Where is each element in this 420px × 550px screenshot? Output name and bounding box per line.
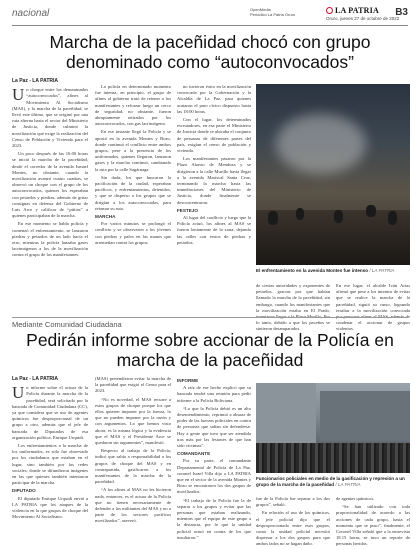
page-header bbox=[12, 6, 408, 26]
story1-column-1: La Paz - LA PATRIA Un choque entre los denominados “autoconvocados”, afines al Movimiento Al Socialismo (MAS), y la marcha de la paceñidad, se llevó este último, que se originó por una ruta alterna hasta el sector del Ministerio de Justicia, donde culminó la movilización que exige la realización del Censo de Población y Vivienda para el 2023. Un poco después de las 16:00 horas se inició la marcha de la paceñidad, desde el corredor de la avenida Ismael Montes, no obstante, cuando la movilización avanzó cuatro cuadras, se observó un choque con el grupo de los autoconvocados, quienes los esperaban con petardos y piedras, además de gritar consignas en defensa del Gobierno de Luis Arce y calificar de “pititas” a quienes participaban de la marcha. En ese momento se habla policía y comenzó el enfrentamiento, se lanzaron piedras y petardos de un lado hacia el otro, mientras la policía lanzaba gases lacrimógenos a los de la movilización contra el grupo de los manifestantes. bbox=[12, 78, 88, 258]
paragraph: Un poco después de las 16:00 horas se inició la marcha de la paceñidad, desde el corredor de la avenida Ismael Montes, no obstante, cuando la movilización avanzó cuatro cuadras, se observó un choque con el grupo de los autoconvocados, quienes los esperaban con petardos y piedras, además de gritar consignas en defensa del Gobierno de Luis Arce y calificar de “pititas” a quienes participaban de la marcha. bbox=[12, 151, 88, 219]
paragraph: En relación al uso de los químicos, el jefe policial dijo que el desproporcionado entre esos grupos, como la unidad policial necesitó dispersar a los dos grupos para que ambos lados no se hagan daño. bbox=[256, 510, 330, 547]
story1-column-5 bbox=[336, 283, 410, 335]
paragraph: A raíz de ese hecho explicó que su bancada tendrá una reunión para pedir informe a la Policía Boliviana. bbox=[177, 385, 251, 403]
sponsor-line: Periódico La Patria Oruro bbox=[250, 12, 296, 17]
paragraph: El diputado Enrique Urquidi envió a LA PATRIA que los ataques de la violencia en la que grupos de choque del Movimiento Al Socialismo. bbox=[12, 495, 88, 520]
paragraph: “Se han utilizado con toda proporcionalidad de acuerdo a las acciones de cada grupo, hasta el momento que se puso”, finalmente, el Coronel Villa señaló que a la entrevista 18.15 horas, se tuvo un reporte de personas heridas. bbox=[336, 504, 410, 547]
byline: La Paz - LA PATRIA bbox=[12, 78, 59, 84]
paragraph: Respecto al trabajo de la Policía, indicó que sabía a responsabilidad a los grupos de choque del MAS y en contrapartida, gasificaron a los manifestantes de la marcha de la paceñidad. bbox=[95, 448, 171, 485]
paragraph: Por su parte, el comandante Departamental de Policía de La Paz, coronel Israel Villa dijo a LA PATRIA que en el sector de la avenida Montes y Bozo se encontraron los dos grupos de movilizados. bbox=[177, 458, 251, 495]
subhead: MARCHA bbox=[95, 214, 116, 220]
paragraph: En ese instante llegó la Policía y se apostó en la avenida Montes y Bozo, donde continuó el conflicto entre ambos grupos, pese a la presencia de los uniformados, quienes llegaron, lanzaron gases y la marcha continuó, cambiando la ruta por la calle Sagárnaga. bbox=[95, 129, 171, 172]
paragraph: “No es novedad, el MAS recurre a estos grupos de choque porque los que ellos quieren imponer por la fuerza, lo que no pueden imponer por la razón y con argumentos. Lo que hemos visto ahora, es la misma lógica y la evidencia que el MAS y el Presidente Arce se quedaron sin argumentos”, manifestó. bbox=[95, 396, 171, 446]
paragraph: Los manifestantes pasaron por la Plaza Alonso de Mendoza y se dirigieron a la calle Murillo hasta llegar a la avenida Mariscal Santa Cruz, terminando la marcha hasta las inmediaciones del Ministerio de Justicia, donde finalmente se desconcentraron. bbox=[177, 156, 251, 205]
paragraph: (MAS) pretendieron evitar la marcha de la paceñidad que exigió el Censo para el 2023. bbox=[95, 376, 171, 394]
story2-column-3 bbox=[177, 376, 251, 543]
photo-caption: El enfrentamiento en la avenida Montes fue intenso / LA PATRIA bbox=[256, 268, 395, 273]
subhead: DIPUTADO bbox=[12, 488, 36, 494]
paragraph: “Lo que la Policía debió es un alto desentendimiento, reprimió a abusar de poder de las fuerzas policiales en contra de personas que salían sin defenderse. Hay a gente que tuvo que ser atendida tras más por las lesiones de que han sido víctimas”. bbox=[177, 405, 251, 449]
sponsor-line: OpenMedia bbox=[250, 7, 271, 12]
section-divider bbox=[12, 317, 408, 318]
paragraph: La policía en determinado momento fue intensa, en principio, el grupo de afines al gobierno trató de retener a los manifestantes y reforzar luego un cerco de seguridad, no obstante, fueron abruptamente retirados por los autoconvocados, con gas lacrimógeno. bbox=[95, 84, 171, 127]
paragraph: “A los afines al MAS no les hicieron nada, entonces, es el actuar de la Policía que no tienen necesariamente de defender a los militantes del MAS y no a parte de los sectores pacíficos movilizados”, aseveró. bbox=[95, 487, 171, 524]
paragraph: Por varios minutos se prolongó el conflicto y se observaron a los jóvenes con piedras y palos en las manos que arremetían contra los grupos. bbox=[95, 221, 171, 245]
subhead: INFORME bbox=[177, 378, 199, 383]
story1-column-4 bbox=[256, 283, 330, 335]
logo-icon bbox=[326, 7, 333, 14]
drop-cap: U bbox=[12, 383, 25, 403]
story2-column-4 bbox=[256, 496, 330, 550]
paragraph: “El trabajo de la Policía fue la de separar a los grupos y evitar que las personas que estaban realizando, mientras que el equipo de este grupo a la distancia, por lo que la unidad policial actuó en contra de los que insultaron.” bbox=[177, 497, 251, 540]
subhead: COMANDANTE bbox=[177, 451, 211, 457]
newspaper-logo: LA PATRIA bbox=[326, 6, 379, 15]
headline-story-2: Pedirán informe sobre accionar de la Policía en marcha de la paceñidad bbox=[26, 330, 394, 370]
police-photo bbox=[256, 383, 410, 473]
story1-column-2 bbox=[95, 84, 171, 248]
page-number: B3 bbox=[395, 7, 408, 18]
sponsor-block bbox=[250, 7, 295, 17]
story2-column-5 bbox=[336, 496, 410, 550]
story2-kicker: Mediante Comunidad Ciudadana bbox=[12, 320, 122, 329]
paragraph: de ciertas autoridades y exponentes de petardos, gracias por que habían llamado la marcha de la paceñidad, sin embargo, cuando los manifestantes que la movilización estaba en El Prado, intentaron llegar a la Plaza Murillo, Por lo tanto, debido a que los paceños se sintieron desamparados. bbox=[256, 283, 330, 332]
headline-story-1: Marcha de la paceñidad chocó con grupo denominado como “autoconvocados” bbox=[49, 32, 371, 72]
paragraph: fue de la Policía fue separar a los dos grupos”, señaló. bbox=[256, 496, 330, 508]
issue-date: Oruro, jueves 27 de octubre de 2022 bbox=[326, 16, 400, 21]
byline: La Paz - LA PATRIA bbox=[12, 376, 59, 382]
paragraph: de agentes químicos. bbox=[336, 496, 375, 501]
section-label: nacional bbox=[12, 8, 50, 19]
paragraph: En ese momento se habla policía y comenzó el enfrentamiento, se lanzaron piedras y petardos de un lado hacia el otro, mientras la policía lanzaba gases lacrimógenos a los de la movilización contra el grupo de los manifestantes. bbox=[12, 221, 88, 258]
story2-column-2 bbox=[95, 376, 171, 527]
story1-column-3 bbox=[177, 84, 251, 248]
paragraph: Sin duda, los que buscaron la pacificación de la ciudad, esperaban pacíficos, y enfrentamientos, detenidos, y que se disperso a los grupos que se dirigían a los autoconvocados, para retomar su ruta. bbox=[95, 174, 171, 211]
paragraph: Al lugar del conflicto y luego que la Policía actuó, los afines al MAS se fueron lentamente de la zona, dejando las calles con restos de piedras y petardos. bbox=[177, 215, 251, 245]
paragraph: Con el lugar, los determinados escrutadores, en esa parte el Ministerio de Justicia donde se ubicaba el conjunto de personas de diferentes partes del país, exigían el censo de población y vivienda. bbox=[177, 117, 251, 154]
paragraph: Los enfrentamientos a la marcha de los uniformados, es sólo fue observado por los ciudadanos que estaban en el lugar, sino también por las redes sociales, donde se difundieron imágenes en las que quienes también intentaron participar de la marcha. bbox=[12, 443, 88, 486]
drop-cap: U bbox=[12, 85, 25, 105]
paragraph: En ese lugar, el alcalde Iván Arias afirmó que pese a los intentos de evitar que se realice la marcha de la paceñidad, siguió su curso, logrando resaltar a la movilización convocada por personas afines al MAS, además de condenar el accionar de grupos violentos. bbox=[336, 283, 410, 332]
protest-photo bbox=[256, 84, 410, 265]
story2-column-1: La Paz - LA PATRIA Un informe sobre el actuar de la Policía durante la marcha de la paceñidad, será solicitado por la bancada de Comunidad Ciudadana (CC), ya que considera que se uso de agentes químicos fue desproporcional de un grupo a otro, además que el jefe de bancada de Diputados de esa organización política, Enrique Urquidi. Los enfrentamientos a la marcha de los uniformados, es sólo fue observado por los ciudadanos que estaban en el lugar, sino también por las redes sociales, donde se difundieron imágenes en las que quienes también intentaron participar de la marcha. DIPUTADO El diputado Enrique Urquidi envió a LA PATRIA que los ataques de la violencia en la que grupos de choque del Movimiento Al Socialismo. bbox=[12, 376, 88, 520]
subhead: FESTEJO bbox=[177, 207, 198, 213]
paragraph: no tuvieron éxito en la movilización convocada por la Gobernación y la Alcaldía de La Paz, para quienes acataron el paro cívico dispuesto hasta las 18:00 horas. bbox=[177, 84, 251, 114]
photo-caption: Funcionarios policiales en medio de la gasificación y represión a un grupo de la marcha de la paceñidad / LA PATRIA bbox=[256, 476, 405, 487]
